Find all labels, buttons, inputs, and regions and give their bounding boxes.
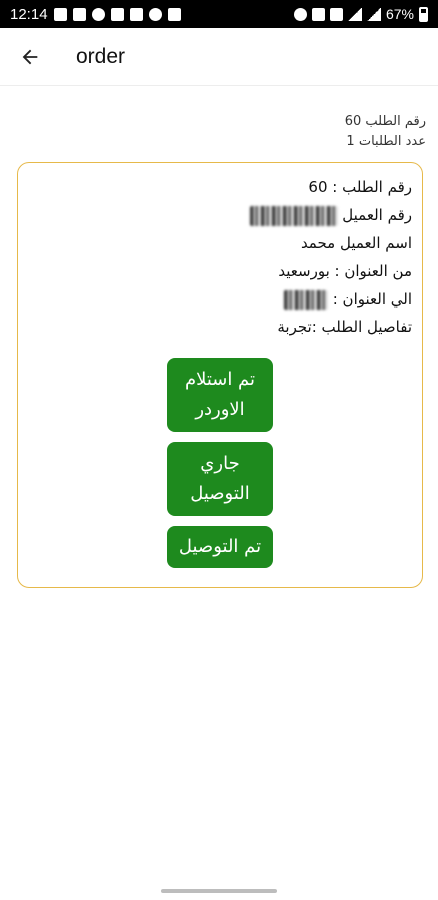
arrow-left-icon [19, 46, 41, 68]
status-right [294, 6, 428, 22]
client-number-line [250, 201, 412, 229]
cell-signal-icon [367, 8, 381, 21]
order-details-line: تفاصيل الطلب :تجربة [277, 318, 412, 336]
battery-icon [419, 7, 428, 22]
delivered-button[interactable]: تم التوصيل [167, 526, 273, 568]
status-bar [0, 0, 438, 28]
gesture-nav-handle[interactable] [161, 889, 277, 893]
order-number-line: رقم الطلب : 60 [308, 178, 412, 196]
client-number-label: رقم العميل [342, 206, 412, 224]
lock-icon [330, 8, 343, 21]
app-icon [92, 8, 105, 21]
delivering-button[interactable]: جاري التوصيل [167, 442, 273, 516]
usb-icon [130, 8, 143, 21]
wifi-signal-icon [348, 8, 362, 21]
status-left [10, 6, 181, 23]
back-button[interactable] [0, 28, 60, 86]
summary-order-number: رقم الطلب 60 [344, 114, 426, 129]
game-icon [73, 8, 86, 21]
vibrate-icon [312, 8, 325, 21]
order-received-button[interactable]: تم استلام الاوردر [167, 358, 273, 432]
mail-icon [111, 8, 124, 21]
order-details [250, 173, 412, 341]
page-title: order [76, 44, 126, 68]
battery-percentage: 67% [385, 6, 414, 22]
orders-summary [345, 112, 426, 152]
client-number-redacted [250, 206, 338, 226]
order-actions [18, 358, 422, 568]
settings-icon [149, 8, 162, 21]
summary-orders-count: عدد الطلبات 1 [346, 134, 426, 149]
notification-icon [54, 8, 67, 21]
from-address-line: من العنوان : بورسعيد [278, 262, 412, 280]
client-name-line: اسم العميل محمد [300, 234, 412, 252]
to-address-redacted [284, 290, 328, 310]
image-icon [168, 8, 181, 21]
to-address-line [250, 285, 412, 313]
alarm-icon [294, 8, 307, 21]
to-address-label: الي العنوان : [332, 290, 412, 308]
app-bar [0, 28, 438, 86]
order-card [17, 162, 423, 588]
status-time: 12:14 [10, 5, 48, 23]
